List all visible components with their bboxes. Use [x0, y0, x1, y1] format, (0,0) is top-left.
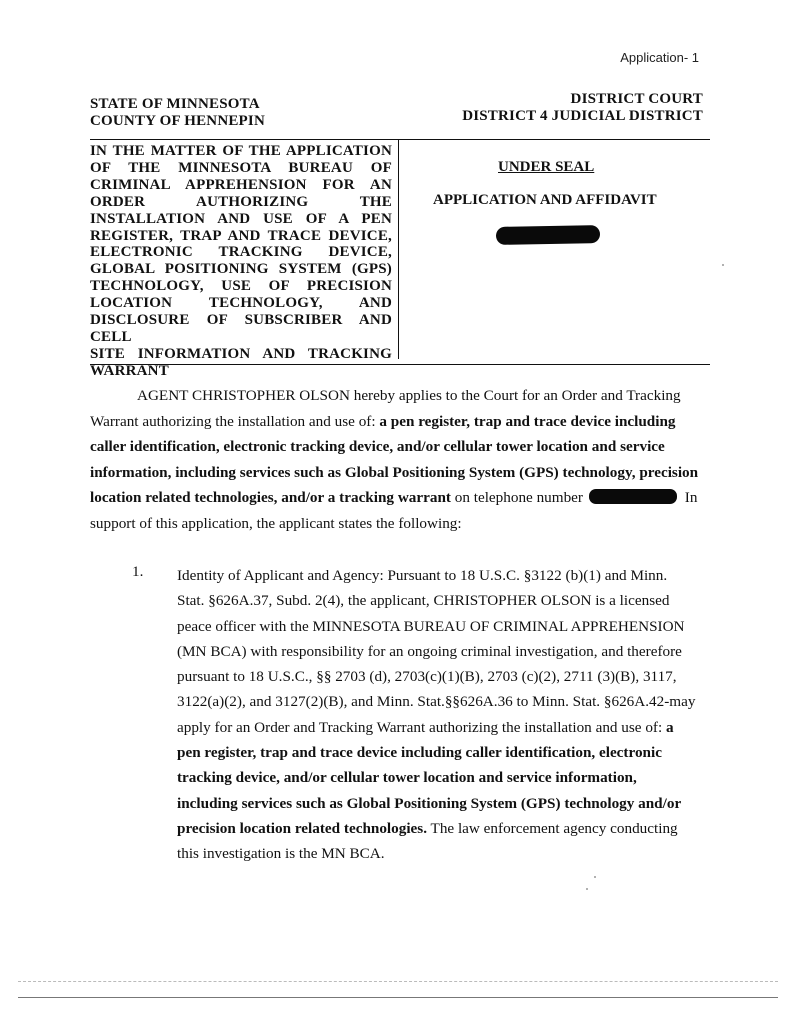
intro-text: AGENT CHRISTOPHER OLSON hereby applies to the Court for an Order and Tracking Warrant authorizing the installation and use of: — [90, 387, 681, 430]
item-1-text: Identity of Applicant and Agency: Pursuant to 18 U.S.C. §3122 (b)(1) and Minn. Stat. §626A.37, Subd. 2(4), the applicant, CHRISTOPHER OLSON is a licensed peace officer with the MINNESOTA BUREAU OF CRIMINAL APPREHENSION (MN BCA) with responsibility for an ongoing criminal investigation, and therefore pursuant to 18 U.S.C., §§ 2703 (d), 2703(c)(1)(B), 2703 (c)(2), 2711 (3)(B), 3117, 3122(a)(2), and 3127(2)(B), and Minn. Stat.§§626A.36 to Minn. Stat. §626A.42-may apply for an Order and Tracking Warrant authorizing the installation and use of: — [177, 567, 696, 736]
caption-line: IN THE MATTER OF THE APPLICATION — [90, 143, 392, 159]
caption-divider — [398, 139, 399, 359]
item-1-bold-text: a pen register, trap and trace device including caller identification, electronic tracking device, and/or cellular tower location and service information, including services such as Global Positioning System (GPS) technology and/or precision location related technologies. — [177, 718, 681, 837]
scan-edge-line — [18, 981, 778, 982]
intro-text-closing: In support of this application, the applicant states the following: — [90, 489, 698, 532]
caption-line: WARRANT — [90, 362, 169, 379]
document-type-heading: APPLICATION AND AFFIDAVIT — [433, 192, 657, 208]
intro-text-phone: on telephone number — [450, 489, 587, 507]
court-line: DISTRICT COURT — [570, 91, 703, 107]
caption-line: REGISTER, TRAP AND TRACE DEVICE, — [90, 227, 392, 244]
caption-line: CRIMINAL APPREHENSION FOR AN — [90, 176, 392, 193]
state-line: STATE OF MINNESOTA — [90, 96, 260, 112]
caption-line: DISCLOSURE OF SUBSCRIBER AND CELL — [90, 312, 392, 345]
phone-number-redaction — [589, 489, 677, 504]
court-heading — [462, 91, 703, 125]
intro-bold-text: a pen register, trap and trace device including caller identification, electronic tracking device, and/or cellular tower location and service information, including services such as Global Positioning System (GPS) technology, precision location related technologies, and/or a tracking warrant — [90, 412, 699, 507]
item-number: 1. — [132, 563, 144, 580]
item-1-closing-text: The law enforcement agency conducting this investigation is the MN BCA. — [177, 819, 678, 863]
scan-speck — [594, 876, 596, 878]
caption-line: GLOBAL POSITIONING SYSTEM (GPS) — [90, 261, 392, 278]
scan-speck — [586, 888, 588, 890]
caption-line: INSTALLATION AND USE OF A PEN — [90, 210, 392, 227]
district-line: DISTRICT 4 JUDICIAL DISTRICT — [462, 108, 703, 124]
page-bottom-rule — [18, 997, 778, 998]
county-line: COUNTY OF HENNEPIN — [90, 113, 265, 129]
case-caption — [90, 143, 392, 380]
page-number-label: Application- 1 — [620, 50, 699, 65]
caption-line: OF THE MINNESOTA BUREAU OF — [90, 159, 392, 176]
caption-line: TECHNOLOGY, USE OF PRECISION — [90, 278, 392, 295]
item-1-body — [177, 563, 697, 867]
redaction-block — [496, 225, 600, 245]
under-seal-heading: UNDER SEAL — [498, 159, 595, 175]
caption-line: ORDER AUTHORIZING THE — [90, 193, 392, 210]
venue-state-county — [90, 96, 265, 130]
caption-line: ELECTRONIC TRACKING DEVICE, — [90, 244, 392, 261]
caption-line: LOCATION TECHNOLOGY, AND — [90, 295, 392, 312]
scan-speck — [722, 264, 724, 266]
intro-paragraph — [90, 383, 710, 537]
caption-top-rule — [90, 139, 710, 140]
caption-line: SITE INFORMATION AND TRACKING — [90, 345, 392, 362]
